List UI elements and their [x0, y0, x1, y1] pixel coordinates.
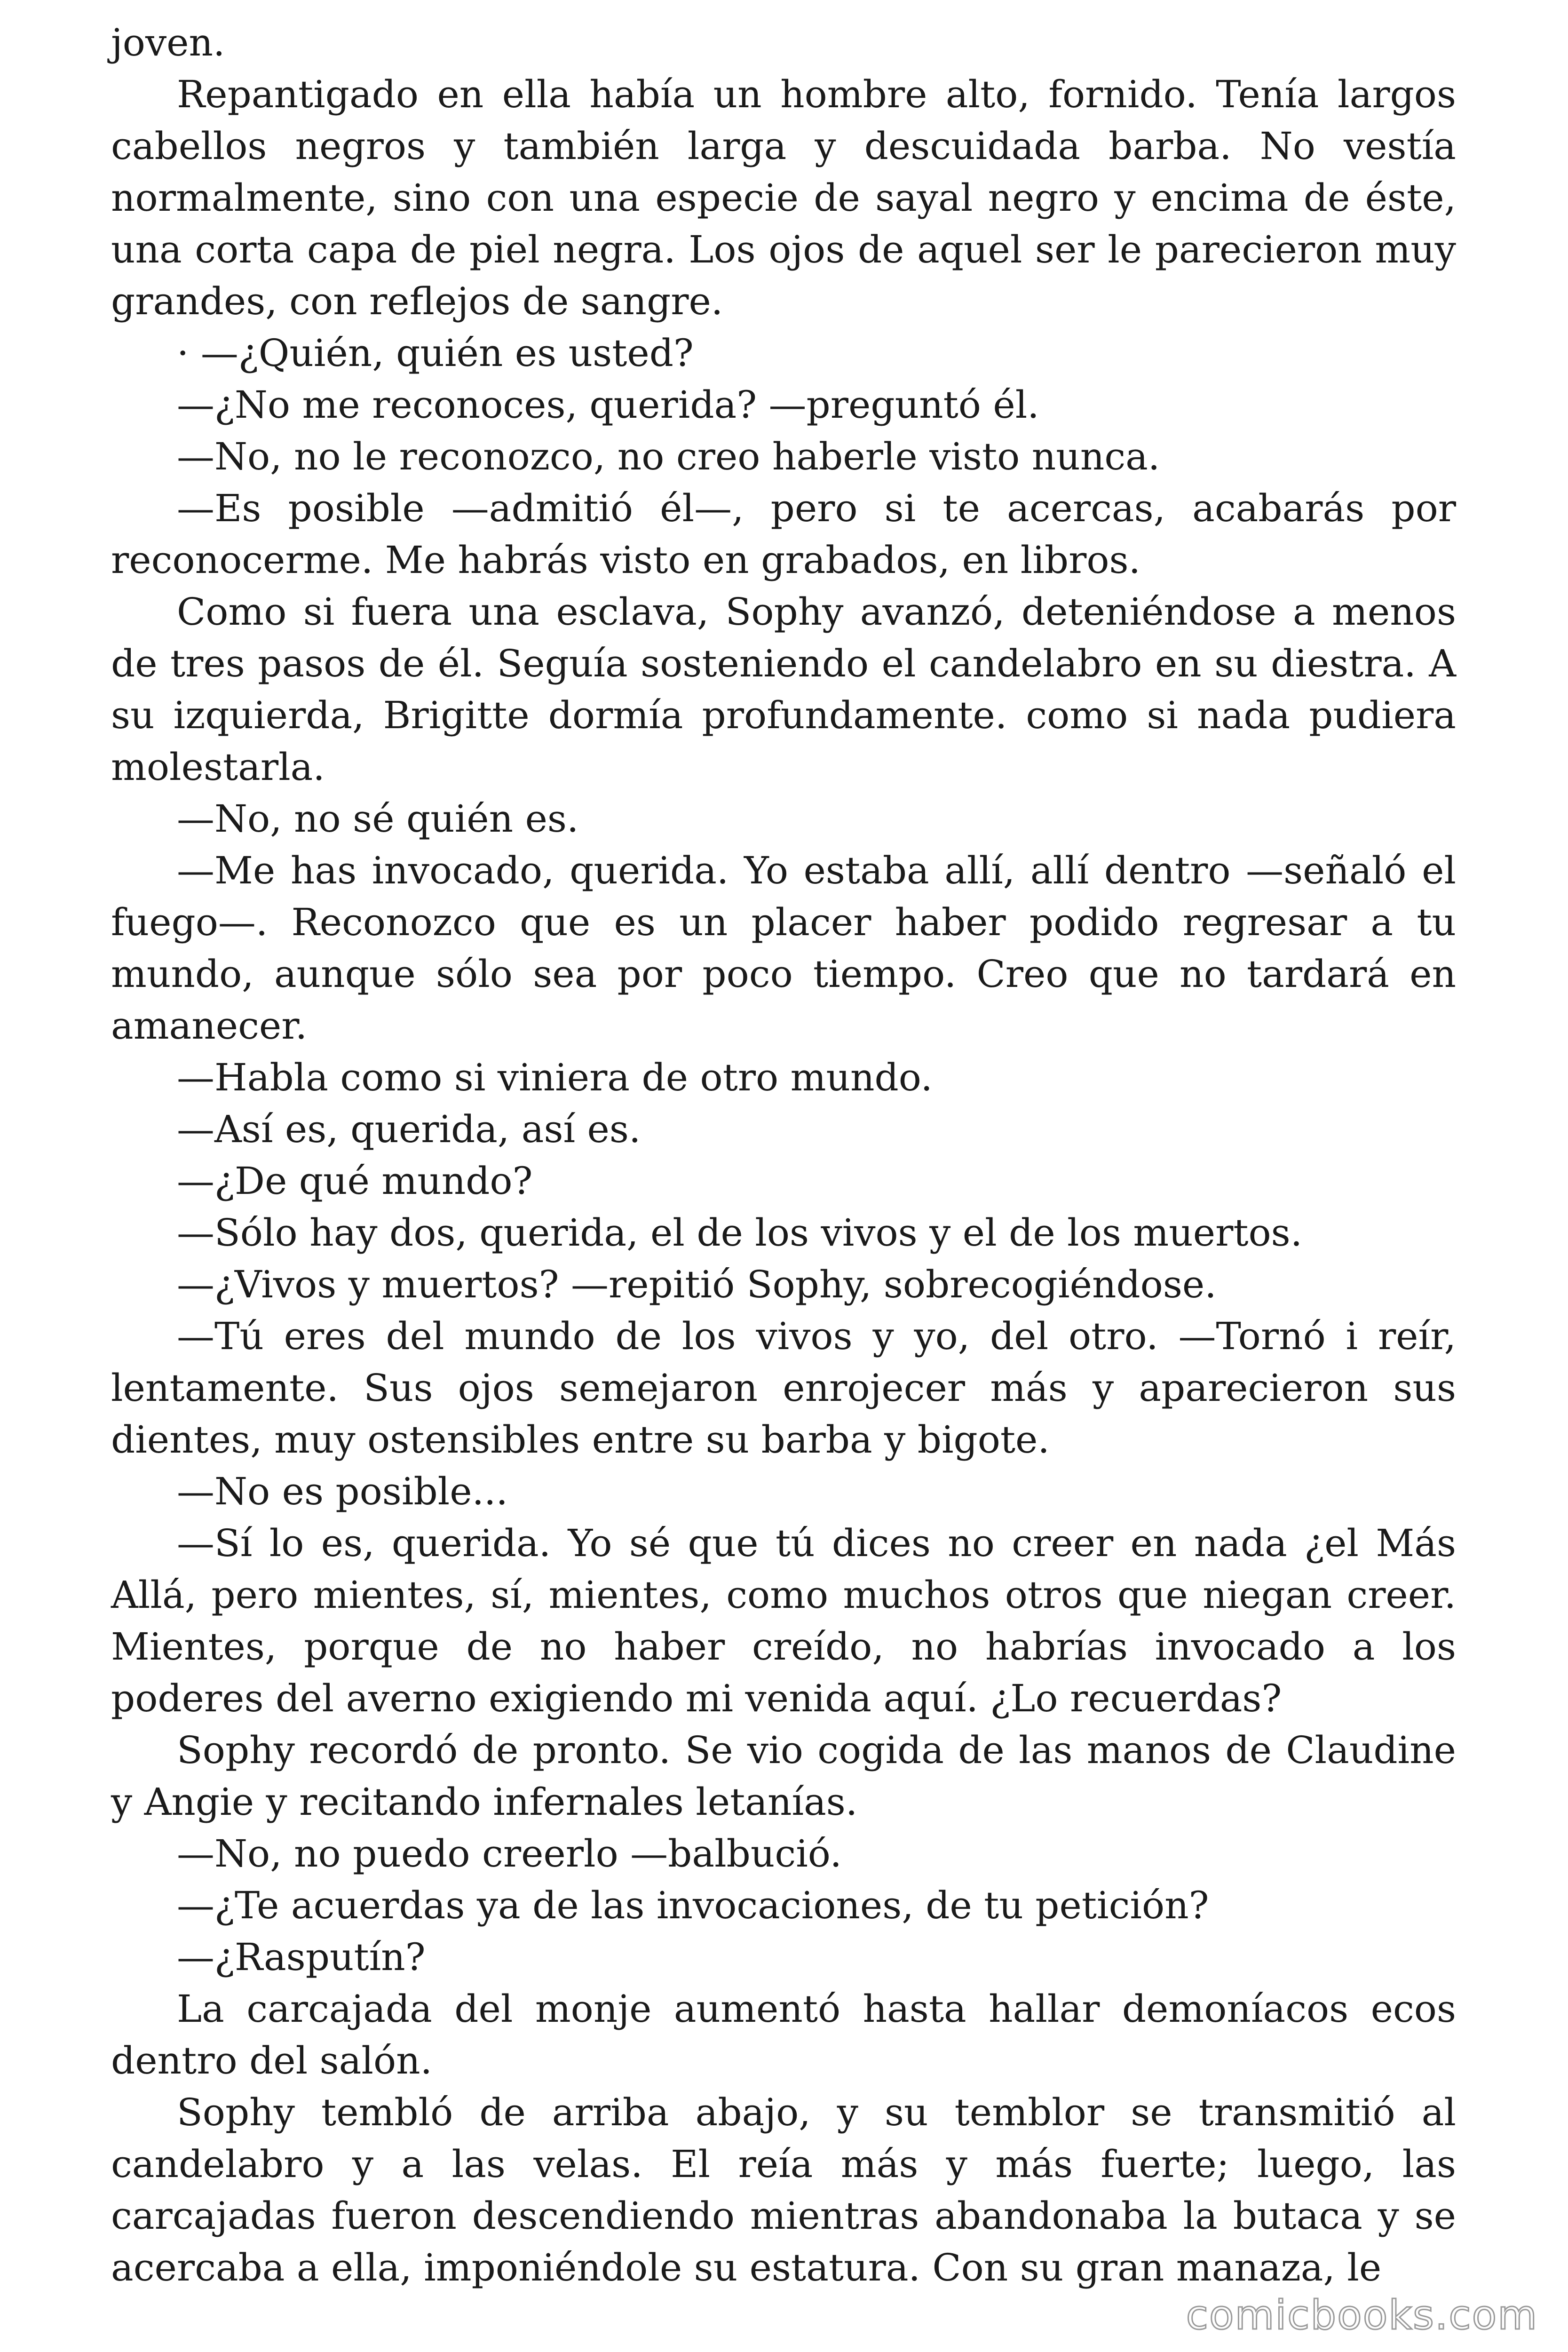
dialogue-line: —Me has invocado, querida. Yo estaba allí, allí dentro —señaló el fuego—. Reconozco que es un placer haber podido regresar a tu mundo, aunque sólo sea por poco tiempo. Creo que no tardará en amanecer. — [111, 849, 1456, 1048]
paragraph: La carcajada del monje aumentó hasta hallar demoníacos ecos dentro del salón. — [111, 1987, 1456, 2082]
paragraph: Sophy recordó de pronto. Se vio cogida de las manos de Claudine y Angie y recitando infernales letanías. — [111, 1728, 1456, 1824]
dialogue-line: —Habla como si viniera de otro mundo. — [177, 1056, 933, 1099]
dialogue-line: · —¿Quién, quién es usted? — [177, 331, 694, 375]
dialogue-line: —No, no sé quién es. — [177, 797, 579, 841]
paragraph: Repantigado en ella había un hombre alto, fornido. Tenía largos cabellos negros y también larga y descuidada barba. No vestía normalmente, sino con una especie de sayal negro y encima de éste, una corta capa de piel negra. Los ojos de aquel ser le parecieron muy grandes, con reflejos de sangre. — [111, 72, 1456, 323]
dialogue-line: —¿No me reconoces, querida? —preguntó él. — [177, 383, 1039, 427]
book-page-text — [111, 17, 1456, 2294]
paragraph: Como si fuera una esclava, Sophy avanzó, deteniéndose a menos de tres pasos de él. Seguía sosteniendo el candelabro en su diestra. A su izquierda, Brigitte dormía profundamente. como si nada pudiera molestarla. — [111, 590, 1456, 789]
dialogue-line: —No, no puedo creerlo —balbució. — [177, 1832, 842, 1875]
dialogue-line: —¿Vivos y muertos? —repitió Sophy, sobrecogiéndose. — [177, 1263, 1217, 1306]
dialogue-line: —Sí lo es, querida. Yo sé que tú dices no creer en nada ¿el Más Allá, pero mientes, sí, mientes, como muchos otros que niegan creer. Mientes, porque de no haber creído, no habrías invocado a los poderes del averno exigiendo mi venida aquí. ¿Lo recuerdas? — [111, 1521, 1456, 1720]
watermark: comicbooks.com — [1186, 2292, 1538, 2339]
dialogue-line: —¿Te acuerdas ya de las invocaciones, de tu petición? — [177, 1883, 1209, 1927]
dialogue-line: —Sólo hay dos, querida, el de los vivos y el de los muertos. — [177, 1211, 1303, 1255]
dialogue-line: —Así es, querida, así es. — [177, 1107, 641, 1151]
dialogue-line: —Es posible —admitió él—, pero si te acercas, acabarás por reconocerme. Me habrás visto en grabados, en libros. — [111, 486, 1456, 582]
dialogue-line: —No, no le reconozco, no creo haberle visto nunca. — [177, 435, 1160, 478]
paragraph: Sophy tembló de arriba abajo, y su temblor se transmitió al candelabro y a las velas. El reía más y más fuerte; luego, las carcajadas fueron descendiendo mientras abandonaba la butaca y se acercaba a ella, imponiéndole su estatura. Con su gran manaza, le — [111, 2090, 1456, 2289]
dialogue-line: —Tú eres del mundo de los vivos y yo, del otro. —Tornó i reír, lentamente. Sus ojos semejaron enrojecer más y aparecieron sus dientes, muy ostensibles entre su barba y bigote. — [111, 1314, 1456, 1462]
paragraph-continuation: joven. — [111, 21, 225, 64]
dialogue-line: —¿De qué mundo? — [177, 1159, 533, 1203]
dialogue-line: —¿Rasputín? — [177, 1935, 426, 1979]
dialogue-line: —No es posible... — [177, 1470, 508, 1513]
